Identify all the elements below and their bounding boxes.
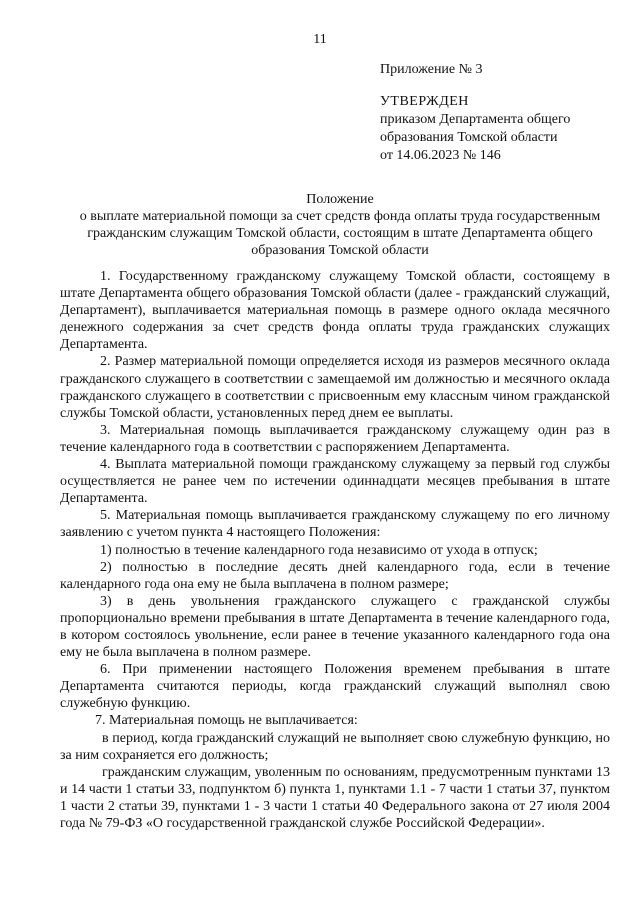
title-line: гражданским служащим Томской области, состоящим в штате Департамента общего: [87, 226, 593, 241]
page-number: 11: [313, 32, 327, 47]
paragraph-2: 2. Размер материальной помощи определяется исходя из размеров месячного оклада гражданского служащего в соответствии с замещаемой им должностью и месячного оклада гражданского служащего в соответствии с присвоенным ему классным чином гражданской службы Томской области, установленных перед днем ее выплаты.: [60, 354, 610, 421]
paragraph-6: 6. При применении настоящего Положения временем пребывания в штате Департамента считаются периоды, когда гражданский служащий выполнял свою служебную функцию.: [60, 662, 610, 712]
document-body: [60, 268, 610, 832]
subitem-3: 3) в день увольнения гражданского служащего с гражданской службы пропорционально времени пребывания в штате Департамента в течение календарного года, в котором состоялось увольнение, если ранее в течение указанного календарного года она ему не была выплачена в полном размере.: [60, 593, 610, 661]
subitem-2: 2) полностью в последние десять дней календарного года, если в течение календарного года она ему не была выплачена в полном размере;: [60, 559, 610, 592]
paragraph-4: 4. Выплата материальной помощи гражданскому служащему за первый год службы осуществляется не ранее чем по истечении одиннадцати месяцев пребывания в штате Департамента.: [60, 457, 610, 507]
approval-line: от 14.06.2023 № 146: [380, 148, 501, 163]
approval-line: приказом Департамента общего: [380, 112, 571, 127]
paragraph-1: 1. Государственному гражданскому служащему Томской области, состоящему в штате Департамента общего образования Томской области (далее - гражданский служащий, Департамент), выплачивается материальная помощь в размере одного оклада месячного денежного содержания за счет средств фонда оплаты труда гражданских служащих Департамента.: [60, 269, 610, 353]
approval-block: [380, 93, 570, 165]
subitem-1: 1) полностью в течение календарного года независимо от ухода в отпуск;: [100, 542, 538, 558]
exclusion-item-2: гражданским служащим, уволенным по основаниям, предусмотренным пунктами 13 и 14 части 1 статьи 33, подпунктом б) пункта 1, пунктами 1.1 - 7 части 1 статьи 37, пунктом 1 части 2 статьи 39, пунктами 1 - 3 части 1 статьи 40 Федерального закона от 27 июля 2004 года № 79-ФЗ «О государственной гражданской службе Российской Федерации».: [60, 764, 610, 831]
paragraph-7: 7. Материальная помощь не выплачивается:: [95, 713, 358, 729]
title-line: образования Томской области: [251, 243, 429, 258]
approval-label: УТВЕРЖДЕН: [380, 94, 469, 109]
exclusion-item-1: в период, когда гражданский служащий не выполняет свою служебную функцию, но за ним сохраняется его должность;: [60, 730, 610, 763]
title-line: о выплате материальной помощи за счет средств фонда оплаты труда государственным: [79, 209, 601, 224]
title-heading: Положение: [306, 192, 374, 207]
appendix-label: Приложение № 3: [380, 62, 483, 77]
approval-line: образования Томской области: [380, 130, 558, 145]
paragraph-5: 5. Материальная помощь выплачивается гражданскому служащему по его личному заявлению с учетом пункта 4 настоящего Положения:: [60, 508, 610, 541]
paragraph-3: 3. Материальная помощь выплачивается гражданскому служащему один раз в течение календарного года в соответствии с распоряжением Департамента.: [60, 422, 610, 455]
document-title: [40, 191, 640, 259]
